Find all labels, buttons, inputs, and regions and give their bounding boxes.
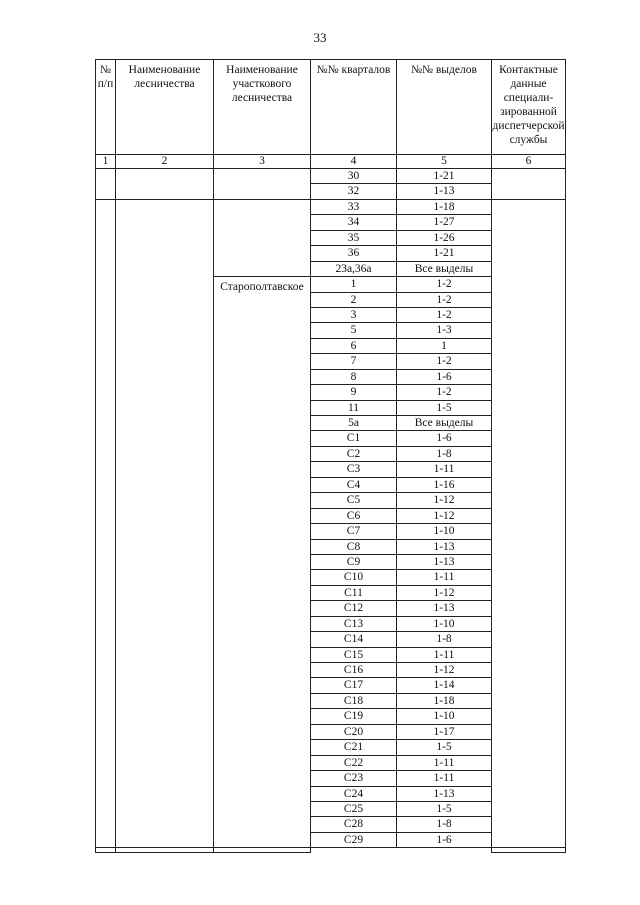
cell-quarter: С28	[311, 817, 397, 832]
cell-quarter: 6	[311, 338, 397, 353]
cell-allotment: 1-6	[397, 431, 492, 446]
header-forestry-name: Наименование лесничества	[116, 60, 214, 155]
cell-empty	[397, 848, 492, 853]
cell-quarter: 8	[311, 369, 397, 384]
cell-allotment: 1-18	[397, 199, 492, 214]
cell-quarter: С22	[311, 755, 397, 770]
cell-allotment: 1-18	[397, 693, 492, 708]
cell-quarter: С18	[311, 693, 397, 708]
cell-allotment: 1-13	[397, 786, 492, 801]
cell-allotment: Все выделы	[397, 261, 492, 276]
cell-quarter: 3	[311, 307, 397, 322]
cell-empty	[214, 848, 311, 853]
header-dispatch-contacts: Контактные данные специали-зированной диспетчерской службы	[492, 60, 566, 155]
column-number: 6	[492, 155, 566, 169]
cell-quarter: 1	[311, 277, 397, 292]
cell-allotment: 1-3	[397, 323, 492, 338]
cell-quarter: С25	[311, 801, 397, 816]
cell-allotment: 1-13	[397, 554, 492, 569]
cell-allotment: 1	[397, 338, 492, 353]
column-number: 1	[96, 155, 116, 169]
cell-allotment: 1-2	[397, 385, 492, 400]
header-district-forestry-name: Наименование участкового лесничества	[214, 60, 311, 155]
cell-quarter: С9	[311, 554, 397, 569]
cell-allotment: 1-2	[397, 292, 492, 307]
table-row	[96, 848, 566, 853]
forest-quarters-table	[95, 59, 566, 853]
cell-allotment: 1-5	[397, 740, 492, 755]
cell-quarter: С14	[311, 632, 397, 647]
cell-allotment: 1-5	[397, 400, 492, 415]
cell-allotment: 1-2	[397, 354, 492, 369]
cell-quarter: С8	[311, 539, 397, 554]
cell-quarter: 11	[311, 400, 397, 415]
cell-allotment: 1-10	[397, 616, 492, 631]
cell-empty	[492, 169, 566, 200]
cell-quarter: 30	[311, 169, 397, 184]
cell-empty	[96, 848, 116, 853]
district-forestry-name: Старополтавское	[214, 277, 311, 848]
cell-quarter: С7	[311, 524, 397, 539]
cell-quarter: 5	[311, 323, 397, 338]
table-row	[96, 169, 566, 184]
column-number-row	[96, 155, 566, 169]
cell-empty	[96, 199, 116, 847]
cell-quarter: 9	[311, 385, 397, 400]
cell-empty	[116, 169, 214, 200]
cell-empty	[116, 848, 214, 853]
cell-quarter: С2	[311, 446, 397, 461]
cell-quarter: С3	[311, 462, 397, 477]
page-number: 33	[313, 30, 327, 45]
cell-allotment: 1-6	[397, 832, 492, 847]
cell-quarter: С1	[311, 431, 397, 446]
cell-allotment: 1-11	[397, 771, 492, 786]
cell-quarter: С12	[311, 601, 397, 616]
cell-quarter: 23а,36а	[311, 261, 397, 276]
column-number: 3	[214, 155, 311, 169]
cell-quarter: 2	[311, 292, 397, 307]
cell-allotment: 1-13	[397, 184, 492, 199]
cell-quarter: С24	[311, 786, 397, 801]
header-quarters: №№ кварталов	[311, 60, 397, 155]
cell-quarter: С29	[311, 832, 397, 847]
cell-empty	[96, 169, 116, 200]
cell-allotment: 1-13	[397, 601, 492, 616]
cell-allotment: 1-2	[397, 277, 492, 292]
cell-quarter: С13	[311, 616, 397, 631]
column-number: 2	[116, 155, 214, 169]
header-allotments: №№ выделов	[397, 60, 492, 155]
cell-quarter: С5	[311, 493, 397, 508]
cell-allotment: 1-8	[397, 446, 492, 461]
cell-allotment: 1-13	[397, 539, 492, 554]
cell-quarter: С21	[311, 740, 397, 755]
header-row	[96, 60, 566, 155]
cell-empty	[214, 199, 311, 276]
cell-allotment: 1-8	[397, 817, 492, 832]
cell-allotment: 1-11	[397, 462, 492, 477]
cell-empty	[116, 199, 214, 847]
cell-allotment: 1-12	[397, 663, 492, 678]
cell-allotment: 1-5	[397, 801, 492, 816]
cell-quarter: С16	[311, 663, 397, 678]
cell-quarter: 5а	[311, 416, 397, 431]
column-number: 5	[397, 155, 492, 169]
cell-allotment: 1-26	[397, 230, 492, 245]
cell-allotment: 1-11	[397, 647, 492, 662]
cell-allotment: 1-17	[397, 724, 492, 739]
cell-allotment: Все выделы	[397, 416, 492, 431]
cell-allotment: 1-12	[397, 493, 492, 508]
cell-empty	[492, 848, 566, 853]
cell-quarter: 35	[311, 230, 397, 245]
table-body	[96, 169, 566, 853]
cell-quarter: С23	[311, 771, 397, 786]
cell-quarter: С17	[311, 678, 397, 693]
cell-empty	[492, 199, 566, 847]
cell-allotment: 1-12	[397, 508, 492, 523]
cell-empty	[311, 848, 397, 853]
cell-quarter: С20	[311, 724, 397, 739]
cell-allotment: 1-21	[397, 246, 492, 261]
column-number: 4	[311, 155, 397, 169]
cell-quarter: 33	[311, 199, 397, 214]
cell-allotment: 1-8	[397, 632, 492, 647]
cell-quarter: С4	[311, 477, 397, 492]
cell-quarter: С15	[311, 647, 397, 662]
cell-allotment: 1-16	[397, 477, 492, 492]
cell-quarter: С19	[311, 709, 397, 724]
cell-quarter: 7	[311, 354, 397, 369]
cell-quarter: С11	[311, 585, 397, 600]
cell-allotment: 1-10	[397, 524, 492, 539]
cell-quarter: С6	[311, 508, 397, 523]
cell-quarter: С10	[311, 570, 397, 585]
cell-allotment: 1-27	[397, 215, 492, 230]
table-row	[96, 199, 566, 214]
cell-allotment: 1-11	[397, 755, 492, 770]
cell-quarter: 34	[311, 215, 397, 230]
cell-allotment: 1-21	[397, 169, 492, 184]
cell-allotment: 1-11	[397, 570, 492, 585]
cell-allotment: 1-10	[397, 709, 492, 724]
header-number: № п/п	[96, 60, 116, 155]
cell-quarter: 36	[311, 246, 397, 261]
cell-quarter: 32	[311, 184, 397, 199]
cell-allotment: 1-6	[397, 369, 492, 384]
cell-allotment: 1-2	[397, 307, 492, 322]
cell-allotment: 1-12	[397, 585, 492, 600]
cell-empty	[214, 169, 311, 200]
cell-allotment: 1-14	[397, 678, 492, 693]
